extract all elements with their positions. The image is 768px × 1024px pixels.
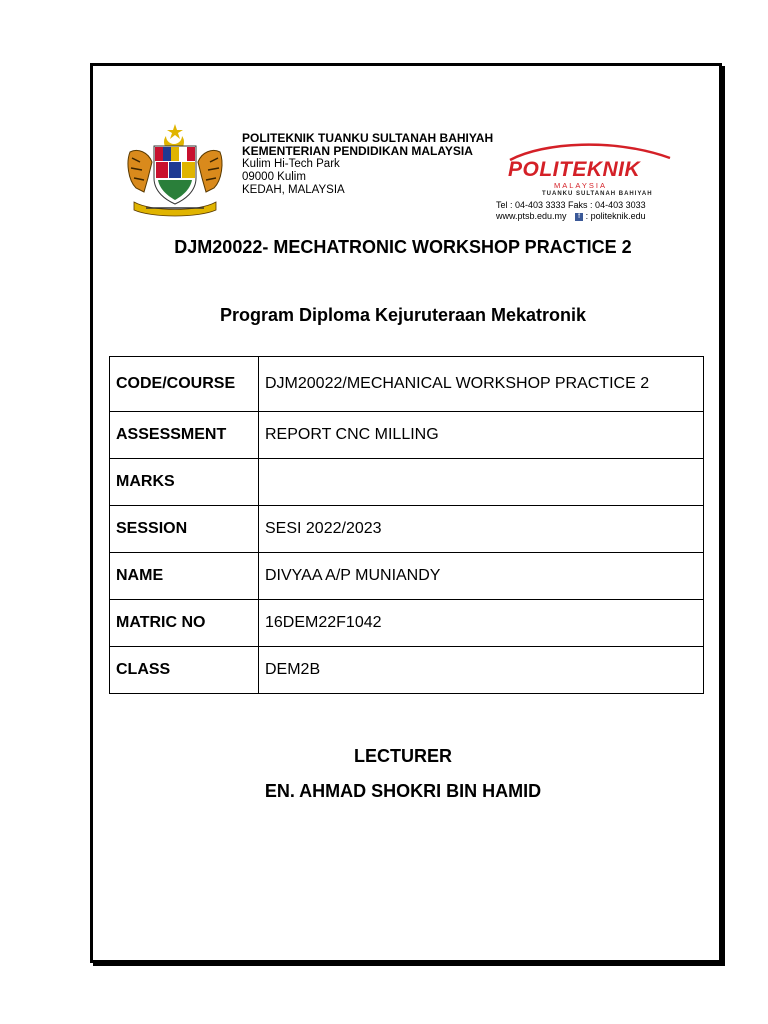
- row-value: [259, 459, 704, 506]
- address-line: 09000 Kulim: [242, 171, 306, 183]
- table-row: [110, 412, 704, 459]
- institution-address: [242, 132, 493, 197]
- table-row: [110, 357, 704, 412]
- contact-info: [496, 200, 646, 222]
- table-row: [110, 553, 704, 600]
- ministry-name: KEMENTERIAN PENDIDIKAN MALAYSIA: [242, 144, 473, 158]
- table-row: [110, 506, 704, 553]
- row-value: DIVYAA A/P MUNIANDY: [259, 553, 704, 600]
- lecturer-name: EN. AHMAD SHOKRI BIN HAMID: [264, 781, 542, 801]
- malaysia-coat-of-arms-icon: [122, 122, 228, 222]
- politeknik-logo: [504, 138, 674, 198]
- contact-web-row: [496, 211, 646, 222]
- lecturer-heading: LECTURER: [354, 746, 452, 766]
- row-value: DJM20022/MECHANICAL WORKSHOP PRACTICE 2: [259, 357, 704, 412]
- table-row: [110, 459, 704, 506]
- logo-subtitle: MALAYSIA: [554, 181, 607, 190]
- course-title: DJM20022- MECHATRONIC WORKSHOP PRACTICE 2: [174, 237, 632, 257]
- address-line: Kulim Hi-Tech Park: [242, 158, 340, 170]
- row-label: CODE/COURSE: [110, 357, 259, 412]
- contact-facebook: : politeknik.edu: [585, 211, 646, 221]
- row-value: 16DEM22F1042: [259, 600, 704, 647]
- contact-phone: Tel : 04-403 3333 Faks : 04-403 3033: [496, 200, 646, 210]
- row-value: SESI 2022/2023: [259, 506, 704, 553]
- logo-wordmark: POLITEKNIK: [508, 158, 641, 181]
- table-row: [110, 647, 704, 694]
- facebook-icon: f: [575, 213, 583, 221]
- letterhead: [116, 112, 690, 232]
- row-label: SESSION: [110, 506, 259, 553]
- row-label: MARKS: [110, 459, 259, 506]
- row-label: ASSESSMENT: [110, 412, 259, 459]
- table-row: [110, 600, 704, 647]
- row-label: CLASS: [110, 647, 259, 694]
- row-value: REPORT CNC MILLING: [259, 412, 704, 459]
- program-title: Program Diploma Kejuruteraan Mekatronik: [219, 305, 587, 325]
- address-line: KEDAH, MALAYSIA: [242, 184, 345, 196]
- row-label: MATRIC NO: [110, 600, 259, 647]
- logo-subtitle: TUANKU SULTANAH BAHIYAH: [542, 191, 653, 197]
- contact-website: www.ptsb.edu.my: [496, 211, 567, 221]
- row-value: DEM2B: [259, 647, 704, 694]
- row-label: NAME: [110, 553, 259, 600]
- institution-name: POLITEKNIK TUANKU SULTANAH BAHIYAH: [242, 131, 494, 145]
- info-table: [109, 356, 704, 694]
